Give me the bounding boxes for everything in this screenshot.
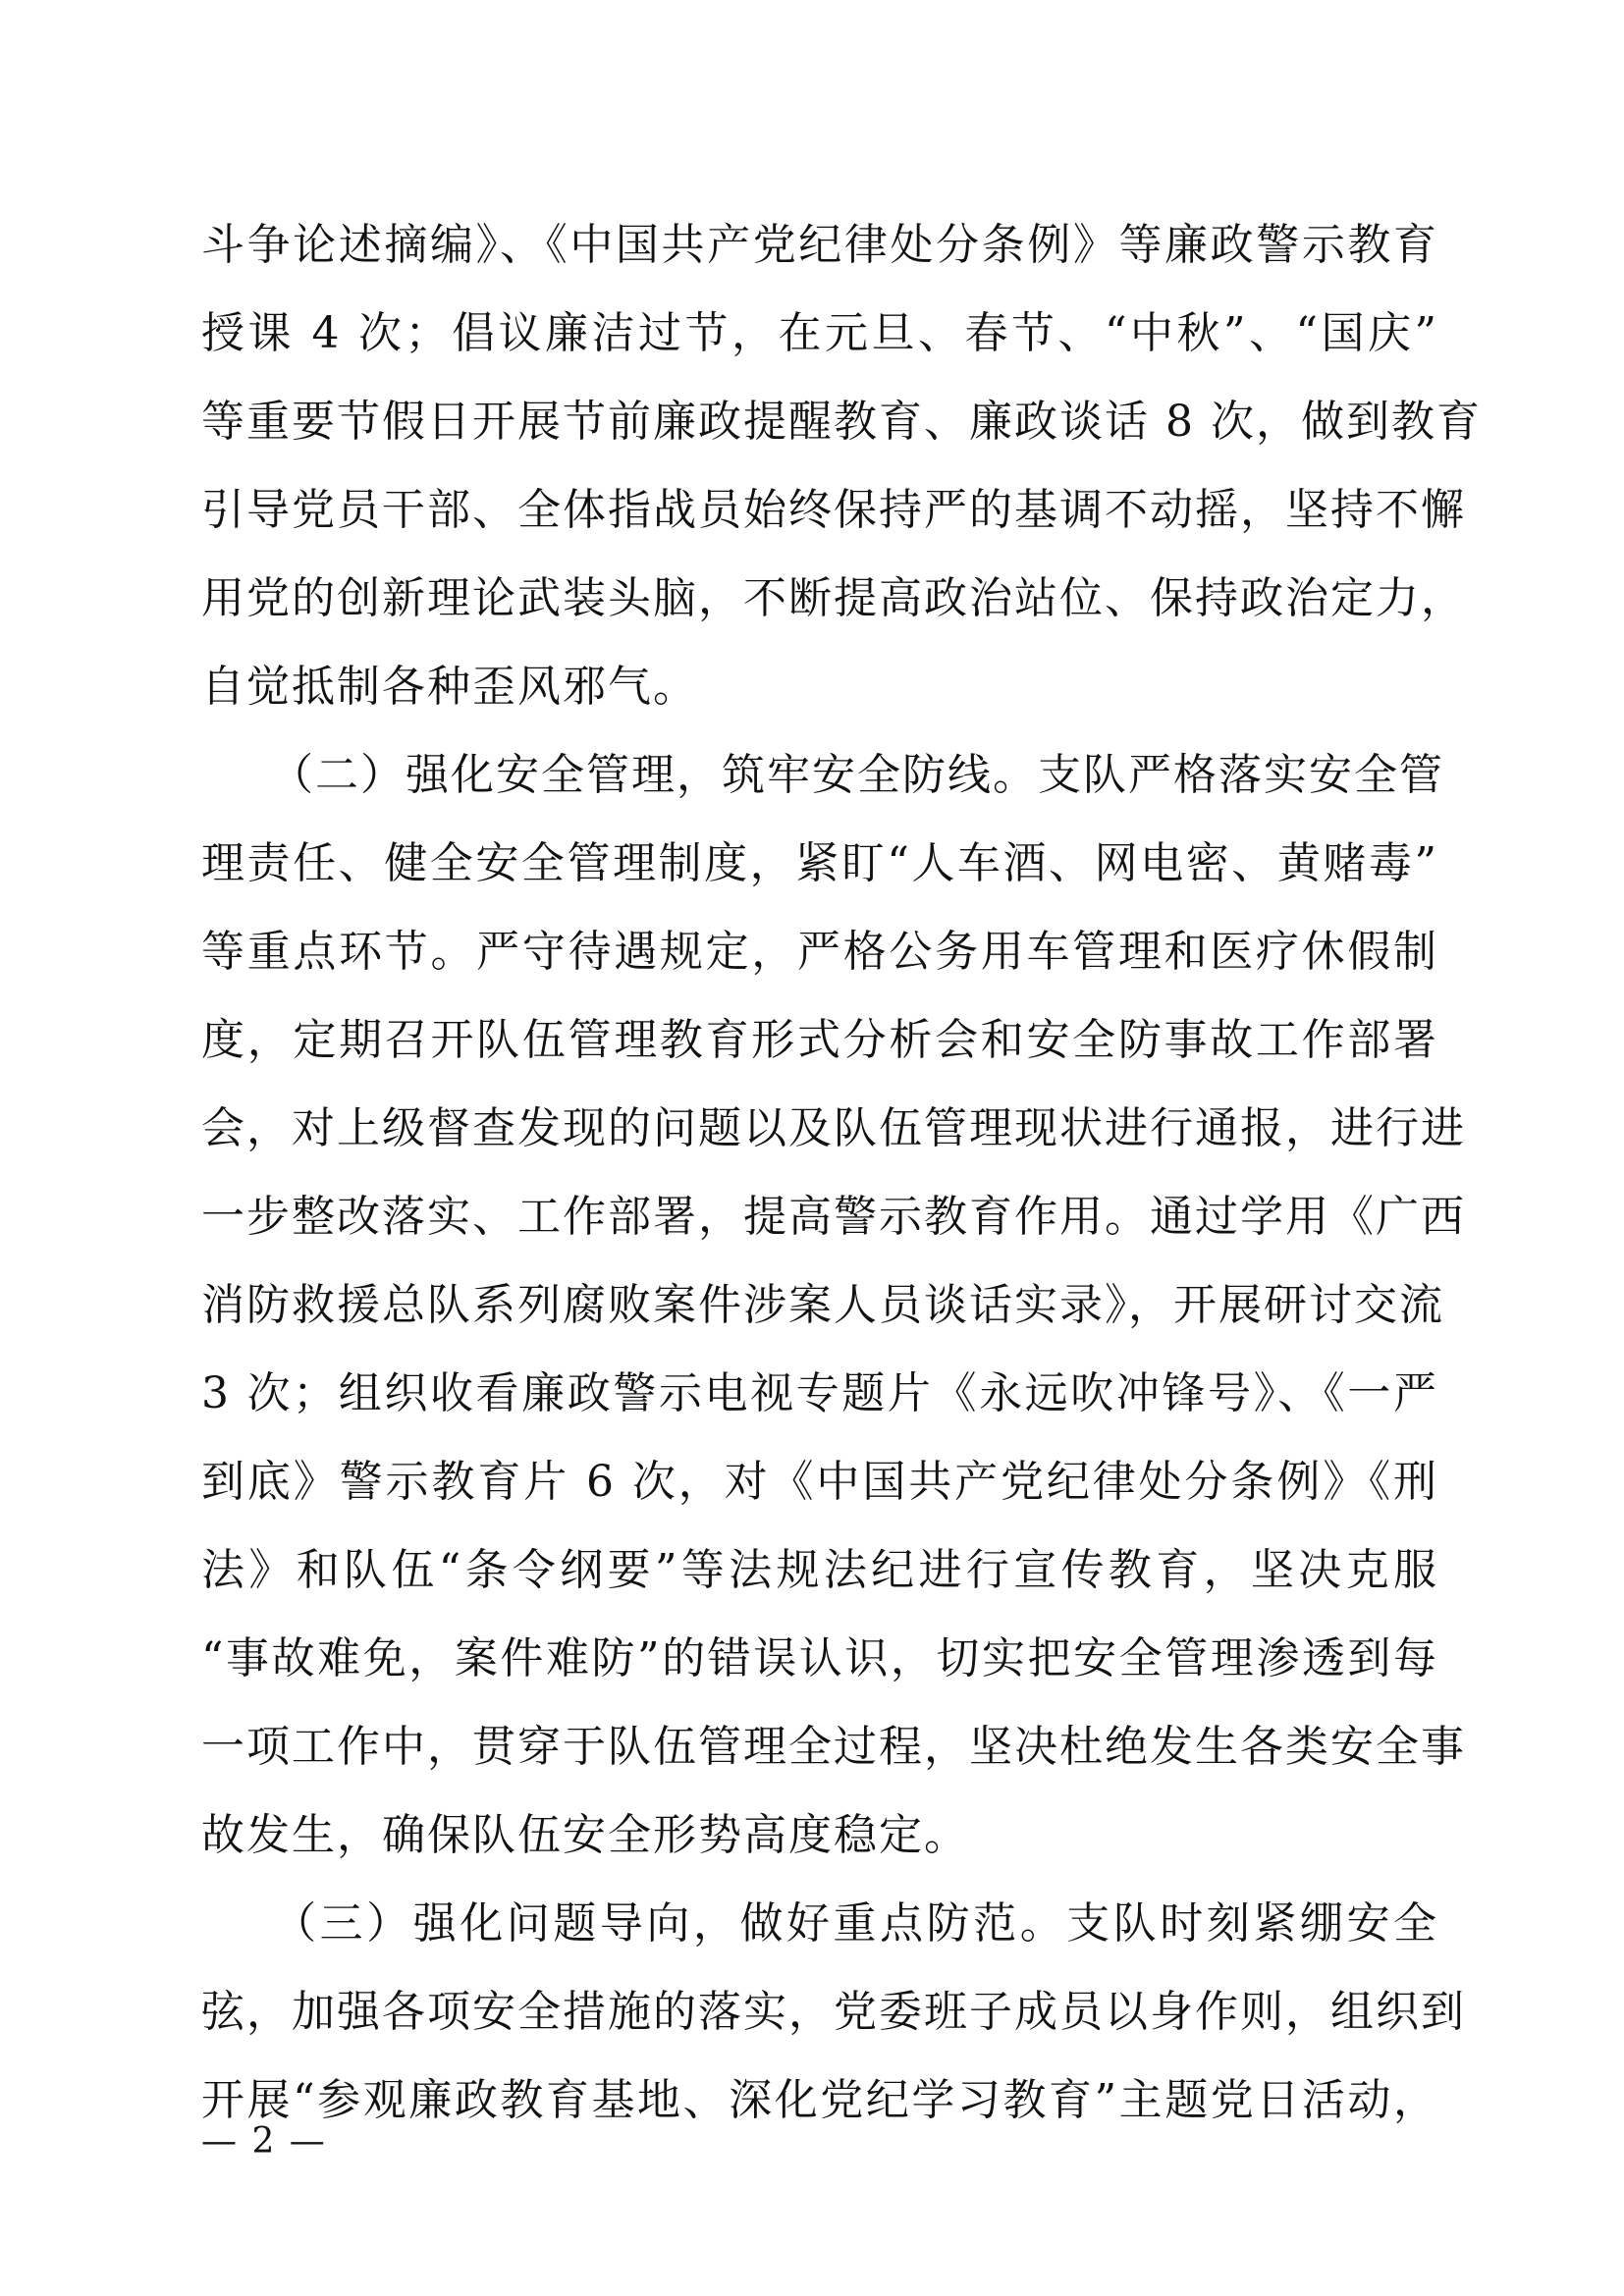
text-line: 授课 4 次；倡议廉洁过节，在元旦、春节、“中秋”、“国庆” <box>201 308 1438 358</box>
body-text <box>201 201 1482 2145</box>
text-line: 等重点环节。严守待遇规定，严格公务用车管理和医疗休假制 <box>201 927 1438 977</box>
text-line: “事故难免，案件难防”的错误认识，切实把安全管理渗透到每 <box>201 1633 1438 1683</box>
text-line: 到底》警示教育片 6 次，对《中国共产党纪律处分条例》《刑 <box>201 1457 1438 1507</box>
text-line: 斗争论述摘编》、《中国共产党纪律处分条例》等廉政警示教育 <box>201 220 1438 270</box>
text-line: 法》和队伍“条令纲要”等法规法纪进行宣传教育，坚决克服 <box>201 1545 1438 1595</box>
text-line: 3 次；组织收看廉政警示电视专题片《永远吹冲锋号》、《一严 <box>201 1368 1438 1418</box>
text-line: 消防救援总队系列腐败案件涉案人员谈话实录》，开展研讨交流 <box>201 1280 1444 1330</box>
text-line: 开展“参观廉政教育基地、深化党纪学习教育”主题党日活动， <box>201 2075 1438 2125</box>
text-line: 理责任、健全安全管理制度，紧盯“人车酒、网电密、黄赌毒” <box>201 838 1438 888</box>
text-line: 用党的创新理论武装头脑，不断提高政治站位、保持政治定力， <box>201 573 1466 623</box>
text-line: 自觉抵制各种歪风邪气。 <box>201 662 698 712</box>
section-heading-line: （三）强化问题导向，做好重点防范。支队时刻紧绷安全 <box>201 1898 1438 1949</box>
text-line: 一项工作中，贯穿于队伍管理全过程，坚决杜绝发生各类安全事 <box>201 1722 1466 1772</box>
text-line: 会，对上级督查发现的问题以及队伍管理现状进行通报，进行进 <box>201 1103 1466 1153</box>
text-line: 弦，加强各项安全措施的落实，党委班子成员以身作则，组织到 <box>201 1987 1466 2037</box>
page-number: — 2 — <box>201 2121 327 2162</box>
text-line: 引导党员干部、全体指战员始终保持严的基调不动摇，坚持不懈 <box>201 485 1466 535</box>
text-line: 故发生，确保队伍安全形势高度稳定。 <box>201 1810 969 1860</box>
text-line: 等重要节假日开展节前廉政提醒教育、廉政谈话 8 次，做到教育 <box>201 397 1482 447</box>
text-line: 一步整改落实、工作部署，提高警示教育作用。通过学用《广西 <box>201 1192 1466 1242</box>
text-line: 度，定期召开队伍管理教育形式分析会和安全防事故工作部署 <box>201 1015 1438 1065</box>
section-heading-line: （二）强化安全管理，筑牢安全防线。支队严格落实安全管 <box>201 750 1444 800</box>
